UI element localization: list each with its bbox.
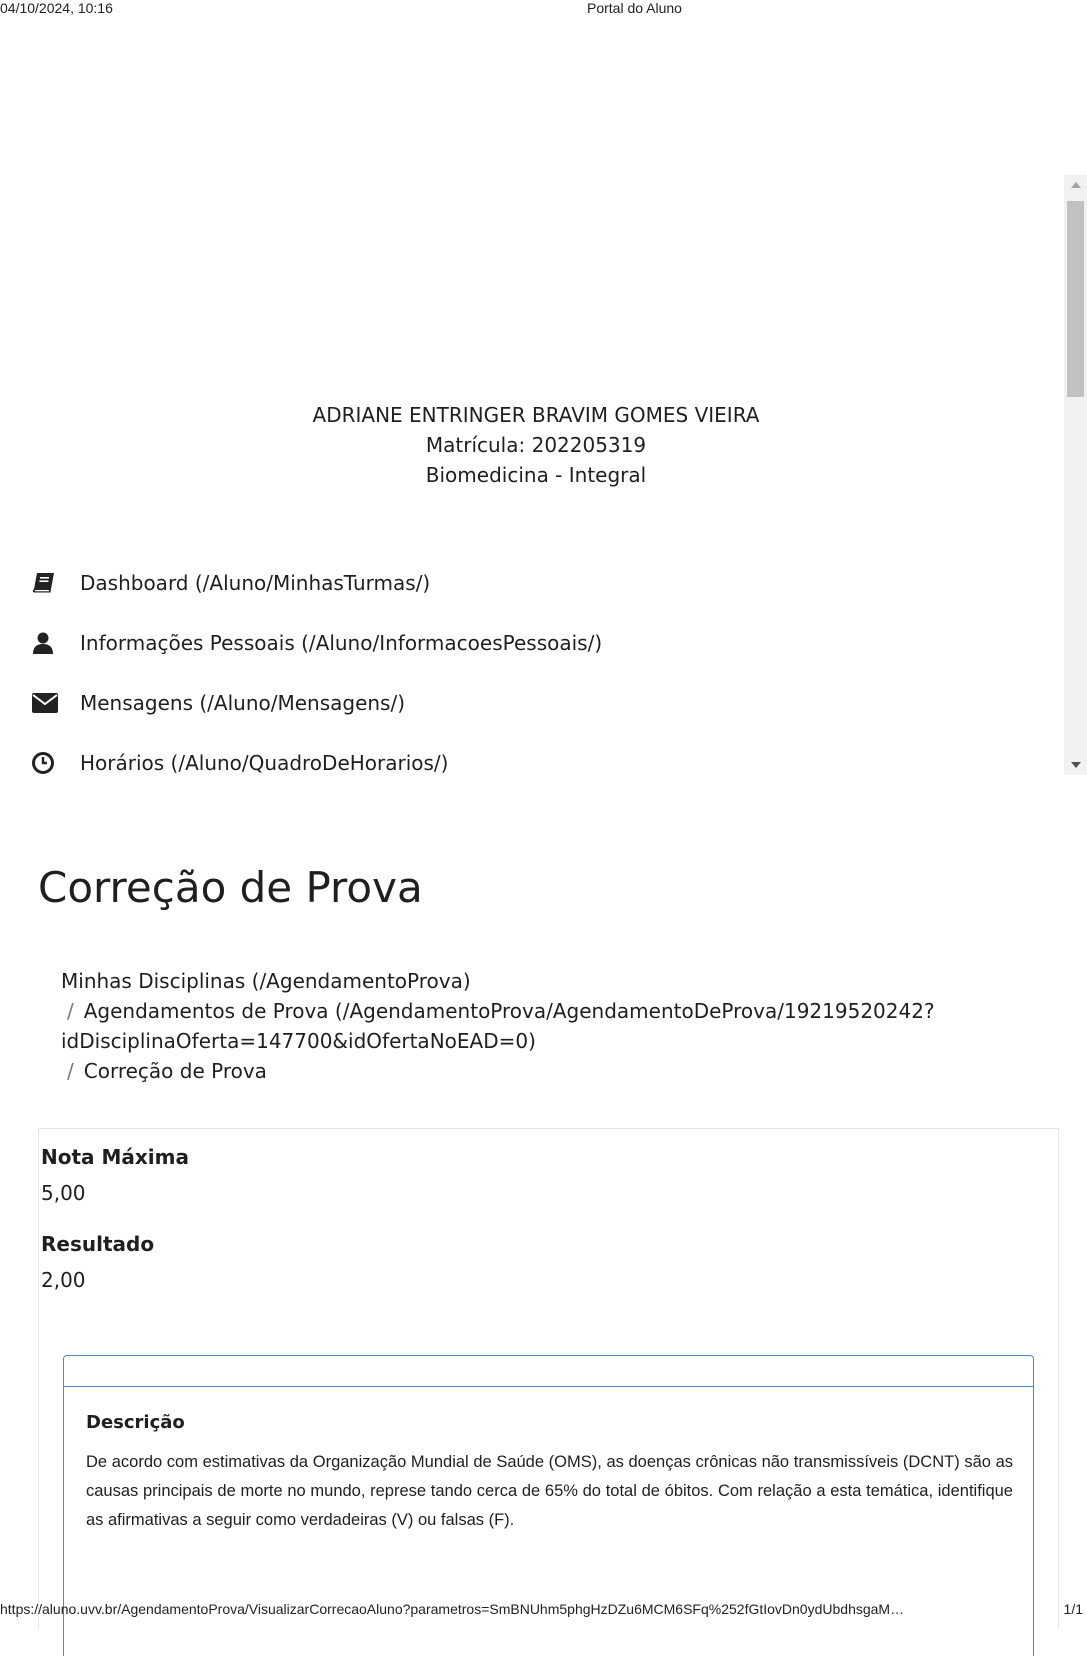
sidebar-item-label: Mensagens (/Aluno/Mensagens/) <box>80 691 406 715</box>
sidebar-scrollbar[interactable] <box>1064 175 1087 775</box>
sidebar-item-label: Horários (/Aluno/QuadroDeHorarios/) <box>80 751 449 775</box>
print-url: https://aluno.uvv.br/AgendamentoProva/VisualizarCorrecaoAluno?parametros=SmBNUhm5phgHzDZu6MCM6SFq%252fGtIovDn0ydUbdhsgaM… <box>0 1601 905 1617</box>
description-text: De acordo com estimativas da Organização Mundial de Saúde (OMS), as doenças crônicas não transmissíveis (DCNT) são as causas principais de morte no mundo, represe tando cerca de 65% do total de óbitos. Com relação a esta temática, identifique as afirmativas a seguir como verdadeiras (V) ou falsas (F). <box>86 1453 1013 1529</box>
student-name: ADRIANE ENTRINGER BRAVIM GOMES VIEIRA <box>312 403 760 427</box>
scroll-up-arrow-icon[interactable] <box>1064 175 1087 195</box>
breadcrumb-separator: / <box>67 1059 74 1083</box>
breadcrumb <box>61 966 961 1086</box>
sidebar-item-schedule[interactable] <box>32 733 1012 793</box>
print-title: Portal do Aluno <box>587 0 682 16</box>
sidebar-item-messages[interactable] <box>32 673 1012 733</box>
print-datetime: 04/10/2024, 10:16 <box>0 0 113 16</box>
sidebar-panel <box>0 175 1087 775</box>
scroll-down-arrow-icon[interactable] <box>1064 755 1087 775</box>
breadcrumb-item-exam-schedules[interactable]: Agendamentos de Prova (/AgendamentoProva/AgendamentoDeProva/19219520242?idDisciplinaOferta=147700&idOfertaNoEAD=0) <box>61 999 935 1053</box>
question-panel-header <box>64 1356 1033 1387</box>
envelope-icon <box>32 693 80 713</box>
sidebar-nav <box>32 553 1012 793</box>
scrollbar-thumb[interactable] <box>1067 201 1084 397</box>
student-registration: Matrícula: 202205319 <box>425 433 647 457</box>
user-icon <box>32 632 80 654</box>
max-grade-value: 5,00 <box>41 1181 86 1205</box>
result-label: Resultado <box>41 1232 155 1256</box>
print-header <box>0 0 1087 18</box>
description-label: Descrição <box>86 1412 185 1433</box>
page-title: Correção de Prova <box>38 863 423 912</box>
book-icon <box>32 572 80 594</box>
breadcrumb-item-exam-correction: Correção de Prova <box>83 1059 267 1083</box>
breadcrumb-item-disciplines[interactable]: Minhas Disciplinas (/AgendamentoProva) <box>61 969 471 993</box>
student-course: Biomedicina - Integral <box>425 463 647 487</box>
result-value: 2,00 <box>41 1268 86 1292</box>
breadcrumb-separator: / <box>67 999 74 1023</box>
sidebar-item-personal-info[interactable] <box>32 613 1012 673</box>
sidebar-item-label: Informações Pessoais (/Aluno/InformacoesPessoais/) <box>80 631 603 655</box>
print-footer <box>0 1601 1087 1622</box>
clock-icon <box>32 752 80 774</box>
max-grade-label: Nota Máxima <box>41 1145 189 1169</box>
print-page-number: 1/1 <box>1063 1601 1083 1617</box>
sidebar-item-dashboard[interactable] <box>32 553 1012 613</box>
exam-result-card <box>38 1128 1059 1629</box>
student-profile <box>0 400 1072 490</box>
sidebar-item-label: Dashboard (/Aluno/MinhasTurmas/) <box>80 571 431 595</box>
